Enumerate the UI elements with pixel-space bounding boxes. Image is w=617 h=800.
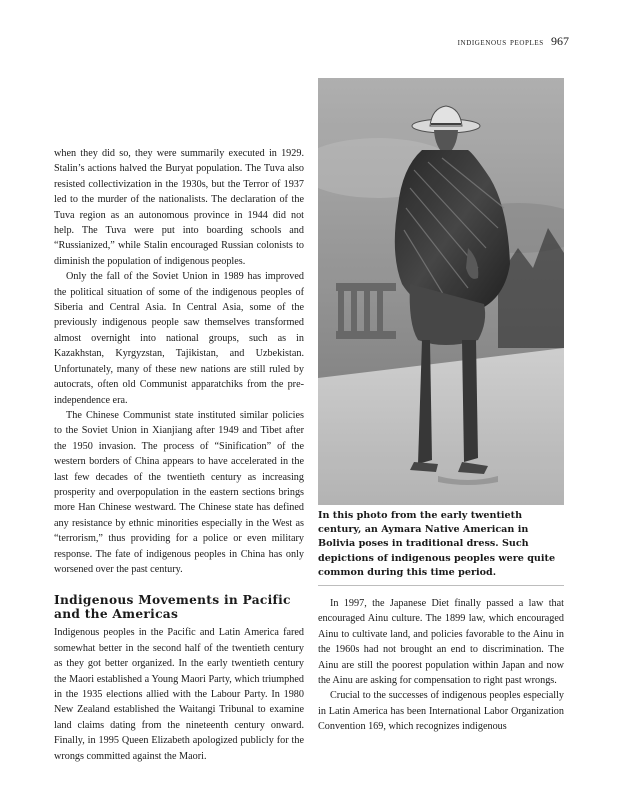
body-paragraph: The Chinese Communist state instituted similar policies to the Soviet Union in Xianjiang after 1949 and Tibet after the 1950 invasion. The process of “Sinification” of the western borders of China appears to have accelerated in the last few decades of the twentieth century as increasing prosperity and overpopulation in the eastern sections brings more Han Chinese westward. The Chinese state has defined any resistance by ethnic minorities especially in the West as “terrorism,” thus providing for a police or even military response. The fate of indigenous peoples in China has only worsened over the past century.: [54, 409, 304, 575]
caption-divider: [318, 585, 564, 586]
body-paragraph: when they did so, they were summarily executed in 1929. Stalin’s actions halved the Buryat population. The Tuva also resisted collectivization in the 1930s, but the Terror of 1937 led to the murder of the nationalists. The declaration of the Tuva region as an autonomous province in 1944 did not help. The Tuva were put into boarding schools and “Russianized,” while Stalin encouraged Russian colonists to diminish the population of indigenous peoples.: [54, 148, 304, 267]
running-head: [458, 34, 569, 49]
body-paragraph: Crucial to the successes of indigenous peoples especially in Latin America has been International Labor Organization Convention 169, which recognizes indigenous: [318, 690, 564, 733]
left-column: [54, 146, 304, 764]
page-number: 967: [551, 34, 569, 48]
figure-caption: In this photo from the early twentieth century, an Aymara Native American in Bolivia poses in traditional dress. Such depictions of indigenous peoples were quite common during this time period.: [318, 510, 556, 578]
section-heading: Indigenous Movements in Pacific and the Americas: [54, 593, 291, 622]
body-paragraph: Only the fall of the Soviet Union in 1989 has improved the political situation of some of the indigenous peoples of Siberia and Central Asia. In Central Asia, some of the previously indigenous people saw themselves transformed almost overnight into national groups, such as in Kazakhstan, Kyrgyzstan, Tajikistan, and Uzbekistan. Unfortunately, many of these new nations are still ruled by autocrats, often old Communist apparatchiks from the pre-independence era.: [54, 271, 304, 406]
body-paragraph: In 1997, the Japanese Diet finally passed a law that encouraged Ainu culture. The 1899 law, which encouraged Ainu to cultivate land, and policies favorable to the Ainu in the 1960s had not brought an end to discrimination. The Ainu are still the poorest population within Japan and now the Ainu are asking for compensation to right past wrongs.: [318, 598, 564, 687]
body-paragraph: Indigenous peoples in the Pacific and Latin America fared somewhat better in the second half of the twentieth century as they got better organized. In the early twentieth century the Maori established a Young Maori Party, which triumphed in the 1935 elections allied with the Labour Party. In 1980 New Zealand established the Waitangi Tribunal to examine land claims dating from the nineteenth century onward. Finally, in 1995 Queen Elizabeth apologized publicly for the wrongs committed against the Maori.: [54, 627, 304, 762]
right-column: [318, 596, 564, 735]
running-title: indigenous peoples: [457, 37, 544, 48]
historical-photo: [318, 78, 564, 505]
